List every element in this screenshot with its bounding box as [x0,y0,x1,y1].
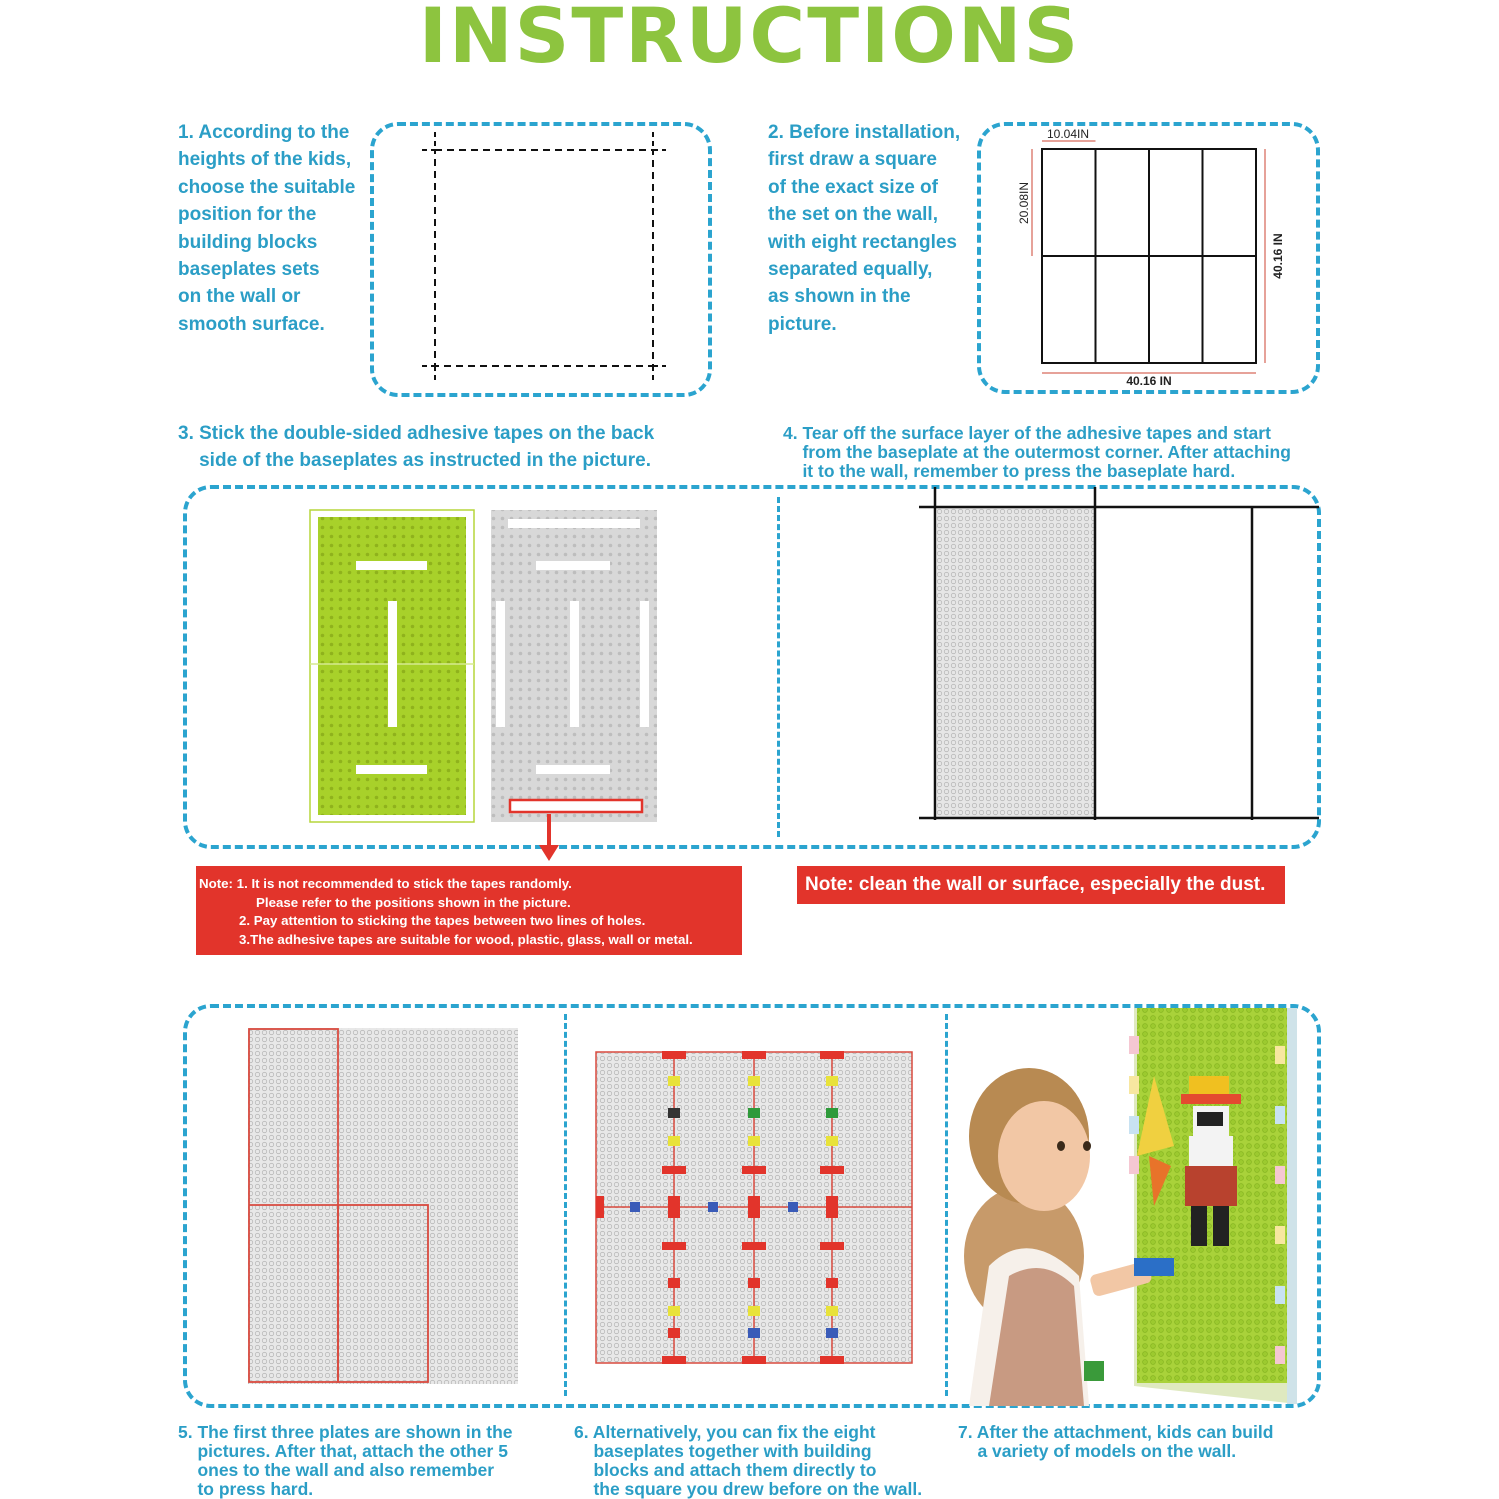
step-4-text: 4. Tear off the surface layer of the adhesive tapes and start from the baseplate at the outermost corner. After attaching it to the wall, remember to press the baseplate hard. [783,423,1291,481]
grid-dimension-diagram [1010,125,1305,390]
highlighted-tape [510,800,642,812]
tape-strip [356,765,427,774]
arrow-down-icon [539,845,559,861]
note-line-4: 3.The adhesive tapes are suitable for wood, plastic, glass, wall or metal. [239,932,693,948]
frame-divider [564,1014,567,1396]
step-5-text: 5. The first three plates are shown in the pictures. After that, attach the other 5 ones to the wall and also remember to press hard. [178,1422,513,1499]
square-guide-diagram [418,130,668,382]
frame-divider [945,1014,948,1396]
step-3-text: 3. Stick the double-sided adhesive tapes on the back side of the baseplates as instructed in the picture. [178,423,655,472]
frame-divider [777,497,780,837]
child-building-photo [949,1006,1319,1406]
top-dimension-label: 10.04IN [1046,127,1090,141]
note-line-3: 2. Pay attention to sticking the tapes between two lines of holes. [239,913,646,929]
note-line-1: Note: 1. It is not recommended to stick the tapes randomly. [199,876,572,891]
step-1-text: 1. According to the heights of the kids, choose the suitable position for the building blocks baseplates sets on the wall or smooth surface. [178,122,356,335]
right-dimension-label: 40.16 IN [1271,233,1285,279]
step-2-text: 2. Before installation, first draw a square of the exact size of the set on the wall, with eight rectangles separated equally, as shown in the picture. [768,122,961,335]
tape-strip [388,601,397,727]
step-7-text: 7. After the attachment, kids can build a variety of models on the wall. [958,1422,1274,1461]
bottom-dimension-label: 40.16 IN [1126,374,1172,388]
left-dimension-label: 20.08IN [1017,181,1031,225]
note-line-2: Please refer to the positions shown in the picture. [256,894,571,910]
three-plates-diagram [240,1022,530,1387]
tape-strip [356,561,427,570]
first-plate-on-wall-diagram [915,487,1319,822]
connected-plates-diagram [592,1048,917,1368]
step-6-text: 6. Alternatively, you can fix the eight baseplates together with building blocks and attach them directly to the square you drew before on the wall. [574,1422,923,1499]
page-title: INSTRUCTIONS [418,0,1081,80]
note-tape-warning [196,866,742,955]
note-clean-wall: Note: clean the wall or surface, especially the dust. [797,866,1285,904]
tape-placement-diagram [300,505,670,865]
